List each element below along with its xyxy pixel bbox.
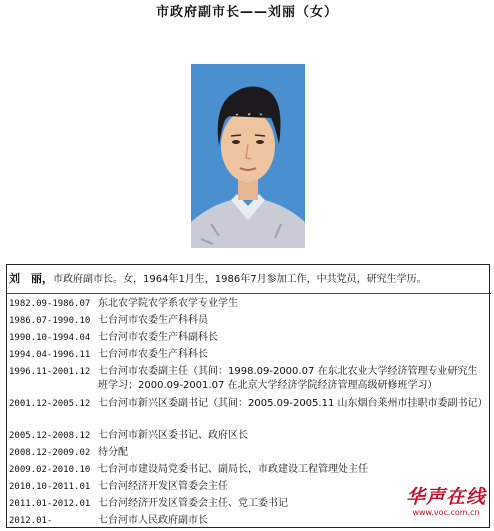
watermark-logo	[404, 482, 488, 524]
career-row	[7, 365, 489, 397]
career-row	[7, 463, 489, 480]
career-date: 1996.11-2001.12	[9, 367, 91, 377]
person-name: 刘 丽，	[9, 272, 53, 285]
career-row	[7, 297, 489, 314]
career-date: 1982.09-1986.07	[9, 299, 91, 309]
career-row	[7, 348, 489, 365]
career-date: 2005.12-2008.12	[9, 431, 91, 441]
career-date: 1986.07-1990.10	[9, 316, 91, 326]
intro-row	[7, 265, 491, 294]
career-text: 七台河市农委副主任（其间：1998.09-2000.07 在东北农业大学经济管理专业研究生班学习；2000.09-2001.07 在北京大学经济学院经济管理高级研修班学习）	[98, 366, 478, 391]
watermark-url: www.voc.com.cn	[412, 508, 480, 517]
career-row	[7, 446, 489, 463]
career-text: 待分配	[98, 447, 128, 458]
career-date: 2010.10-2011.01	[9, 482, 91, 492]
career-date: 2009.02-2010.10	[9, 465, 91, 475]
career-date: 2001.12-2005.12	[9, 399, 91, 409]
intro-text: 市政府副市长。女，1964年1月生，1986年7月参加工作，中共党员，研究生学历。	[53, 274, 427, 285]
career-date: 2012.01-	[9, 516, 53, 526]
career-text: 七台河市新兴区委副书记（其间：2005.09-2005.11 山东烟台莱州市挂职市委副书记）	[98, 398, 488, 409]
career-text: 七台河市农委生产科科员	[98, 315, 208, 326]
career-row	[7, 429, 489, 446]
career-date: 1994.04-1996.11	[9, 350, 91, 360]
portrait-illustration	[191, 64, 305, 248]
career-text: 东北农学院农学系农学专业学生	[98, 298, 238, 309]
career-text: 七台河市建设局党委书记、副局长，市政建设工程管理处主任	[98, 464, 368, 475]
watermark-logo-text: 华声在线	[405, 486, 486, 508]
career-row	[7, 331, 489, 348]
career-text: 七台河市新兴区委书记、政府区长	[98, 430, 248, 441]
career-text: 七台河市人民政府副市长	[98, 515, 208, 526]
career-row	[7, 314, 489, 331]
career-row	[7, 397, 489, 429]
portrait-photo	[191, 64, 305, 248]
career-text: 七台河经济开发区管委会主任	[98, 481, 228, 492]
career-text: 七台河市农委生产科科长	[98, 349, 208, 360]
career-text: 七台河经济开发区管委会主任、党工委书记	[98, 498, 288, 509]
career-date: 2011.01-2012.01	[9, 499, 91, 509]
career-date: 1990.10-1994.04	[9, 333, 91, 343]
career-text: 七台河市农委生产科副科长	[98, 332, 218, 343]
career-date: 2008.12-2009.02	[9, 448, 91, 458]
page-title: 市政府副市长——刘丽（女）	[155, 5, 338, 20]
